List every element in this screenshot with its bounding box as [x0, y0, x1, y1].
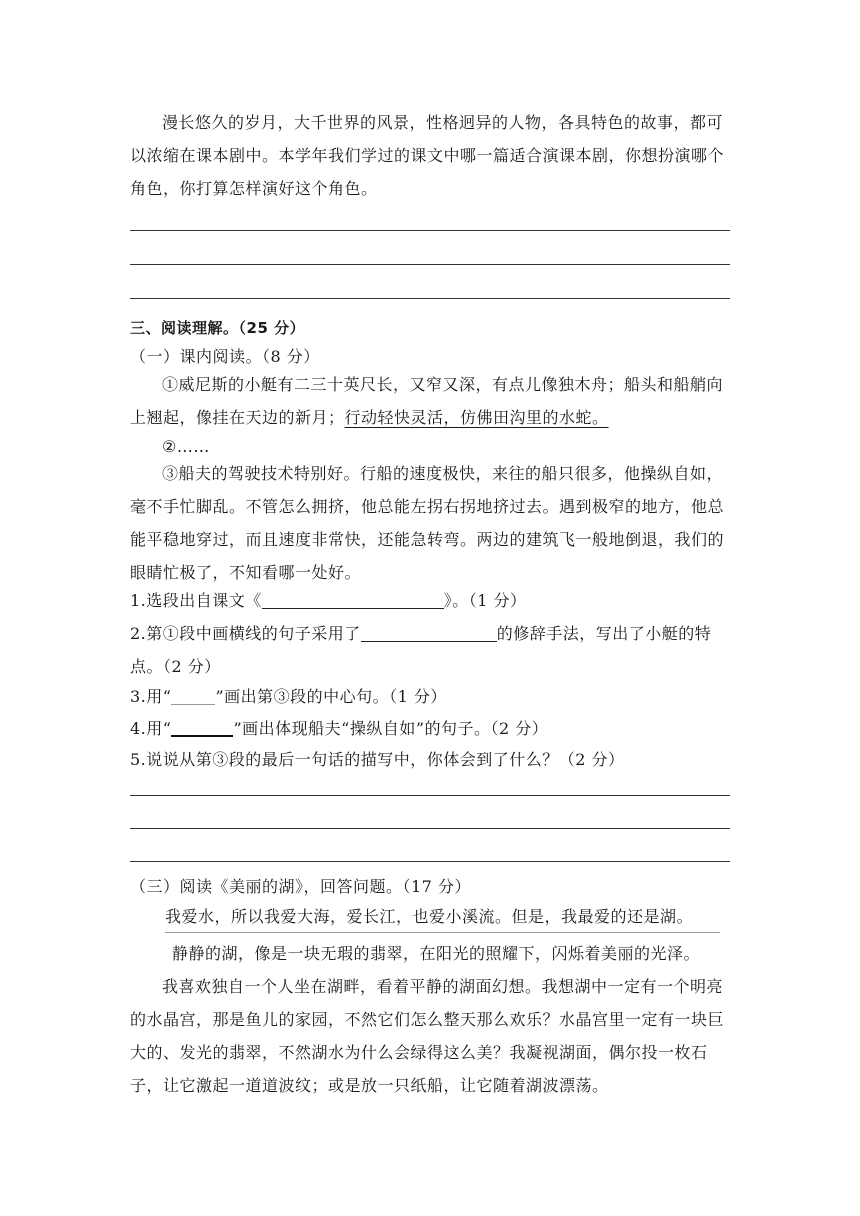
lake-paragraph-1: 我爱水，所以我爱大海，爱长江，也爱小溪流。但是，我最爱的还是湖。	[165, 902, 720, 933]
question-2-text-b: 的修辞手法，写出了小艇的特点。（2 分）	[130, 624, 712, 676]
answer-line-4[interactable]	[130, 795, 730, 796]
question-3-text-b: ”画出第③段的中心句。（1 分）	[215, 687, 447, 706]
question-1-blank[interactable]	[262, 590, 444, 609]
question-4-text-b: ”画出体现船夫“操纵自如”的句子。（2 分）	[233, 719, 549, 738]
answer-line-2[interactable]	[130, 264, 730, 265]
answer-line-5[interactable]	[130, 828, 730, 829]
question-4-text-a: 4.用“	[130, 719, 172, 738]
answer-line-3[interactable]	[130, 298, 730, 299]
passage-paragraph-3: ③船夫的驾驶技术特别好。行船的速度极快，来往的船只很多，他操纵自如，毫不手忙脚乱。不管怎么拥挤，他总能左拐右拐地挤过去。遇到极窄的地方，他总能平稳地穿过，而且速度非常快，还能急转弯。两边的建筑飞一般地倒退，我们的眼睛忙极了，不知看哪一处好。	[130, 464, 725, 582]
section-3-heading: 三、阅读理解。（25 分）	[130, 319, 306, 337]
question-4	[130, 712, 730, 745]
question-1-text-a: 1.选段出自课文《	[130, 591, 262, 610]
part-3-heading: （三）阅读《美丽的湖》，回答问题。（17 分）	[130, 877, 471, 896]
question-2	[130, 617, 730, 683]
question-3-line-sample	[171, 688, 215, 705]
answer-line-1[interactable]	[130, 230, 730, 231]
lake-paragraph-3: 我喜欢独自一个人坐在湖畔，看着平静的湖面幻想。我想湖中一定有一个明亮的水晶宫，那是鱼儿的家园，不然它们怎么整天那么欢乐？水晶宫里一定有一块巨大的、发光的翡翠，不然湖水为什么会绿得这么美？我凝视湖面，偶尔投一枚石子，让它激起一道道波纹；或是放一只纸船，让它随着湖波漂荡。	[130, 977, 725, 1095]
passage-paragraph-1	[130, 368, 730, 434]
question-2-blank[interactable]	[361, 623, 497, 642]
underlined-sentence: 行动轻快灵活，仿佛田沟里的水蛇。	[344, 408, 609, 427]
question-4-line-sample	[171, 719, 233, 737]
question-3	[130, 680, 730, 713]
part-1-heading: （一）课内阅读。（8 分）	[130, 347, 320, 366]
question-1-text-b: 》。（1 分）	[443, 591, 527, 610]
lake-paragraph-2: 静静的湖，像是一块无瑕的翡翠，在阳光的照耀下，闪烁着美丽的光泽。	[172, 944, 701, 963]
question-3-text-a: 3.用“	[130, 687, 172, 706]
question-1	[130, 584, 730, 617]
answer-line-6[interactable]	[130, 861, 730, 862]
intro-paragraph: 漫长悠久的岁月，大千世界的风景，性格迥异的人物，各具特色的故事，都可以浓缩在课本剧中。本学年我们学过的课文中哪一篇适合演课本剧，你想扮演哪个角色，你打算怎样演好这个角色。	[130, 113, 725, 198]
passage-paragraph-2: ②……	[162, 437, 210, 456]
question-5: 5.说说从第③段的最后一句话的描写中，你体会到了什么？（2 分）	[130, 750, 625, 769]
passage-paragraph-1-text: ①威尼斯的小艇有二三十英尺长，又窄又深，有点儿像独木舟；船头和船艄向上翘起，像挂在天边的新月；	[130, 375, 724, 427]
question-2-text-a: 2.第①段中画横线的句子采用了	[130, 624, 361, 643]
